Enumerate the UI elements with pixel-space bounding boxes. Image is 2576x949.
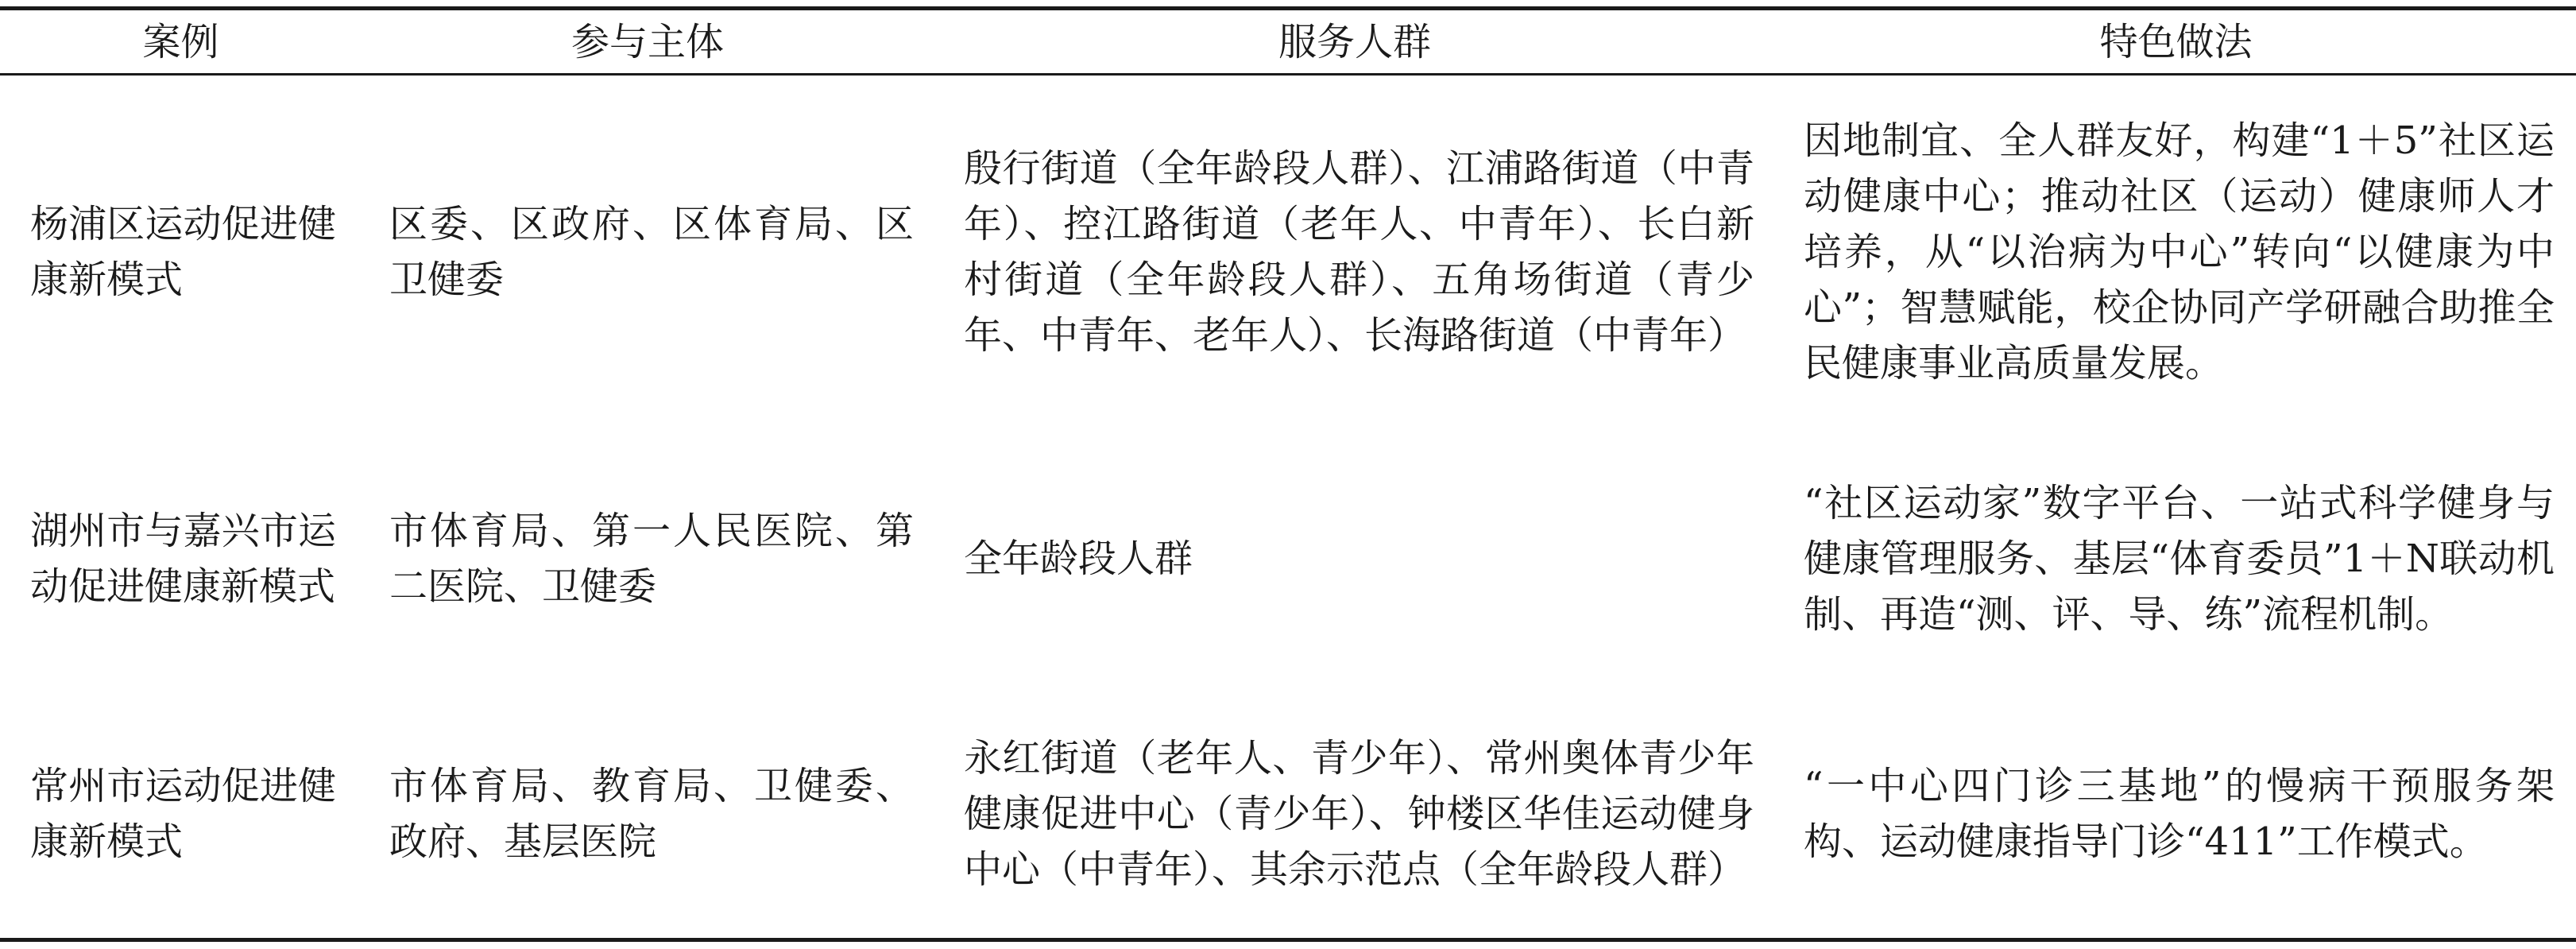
case-cell (30, 428, 336, 690)
population-cell (964, 428, 1754, 690)
practice-cell (1804, 428, 2555, 690)
practice-text: “社区运动家”数字平台、一站式科学健身与健康管理服务、基层“体育委员”1＋N联动机制、再造“测、评、导、练”流程机制。 (1804, 481, 2555, 637)
case-text: 常州市运动促进健康新模式 (30, 764, 336, 864)
participants-cell (389, 76, 914, 428)
population-text: 永红街道（老年人、青少年）、常州奥体青少年健康促进中心（青少年）、钟楼区华佳运动健身中心（中青年）、其余示范点（全年龄段人群） (964, 736, 1754, 892)
case-cell (30, 76, 336, 428)
table-row (0, 428, 2576, 690)
participants-text: 市体育局、第一人民医院、第二医院、卫健委 (389, 509, 914, 609)
participants-cell (389, 690, 914, 938)
header-practice: 特色做法 (2099, 19, 2253, 64)
participants-cell (389, 428, 914, 690)
case-cell (30, 690, 336, 938)
practice-text: “一中心四门诊三基地”的慢病干预服务架构、运动健康指导门诊“411”工作模式。 (1804, 764, 2555, 864)
table-row (0, 76, 2576, 428)
practice-cell (1804, 690, 2555, 938)
case-text: 湖州市与嘉兴市运动促进健康新模式 (30, 509, 336, 609)
table-bottom-rule (0, 938, 2576, 942)
case-text: 杨浦区运动促进健康新模式 (30, 201, 336, 302)
population-text: 全年龄段人群 (964, 536, 1193, 581)
header-participants: 参与主体 (571, 19, 724, 64)
population-text: 殷行街道（全年龄段人群）、江浦路街道（中青年）、控江路街道（老年人、中青年）、长白新村街道（全年龄段人群）、五角场街道（青少年、中青年、老年人）、长海路街道（中青年） (964, 145, 1754, 358)
participants-text: 区委、区政府、区体育局、区卫健委 (389, 201, 914, 302)
population-cell (964, 690, 1754, 938)
header-population: 服务人群 (1278, 19, 1431, 64)
participants-text: 市体育局、教育局、卫健委、政府、基层医院 (389, 764, 914, 864)
practice-text: 因地制宜、全人群友好，构建“1＋5”社区运动健康中心；推动社区（运动）健康师人才培养，从“以治病为中心”转向“以健康为中心”；智慧赋能，校企协同产学研融合助推全民健康事业高质量发展。 (1804, 118, 2555, 385)
header-case: 案例 (142, 19, 219, 64)
table-row (0, 690, 2576, 938)
population-cell (964, 76, 1754, 428)
practice-cell (1804, 76, 2555, 428)
